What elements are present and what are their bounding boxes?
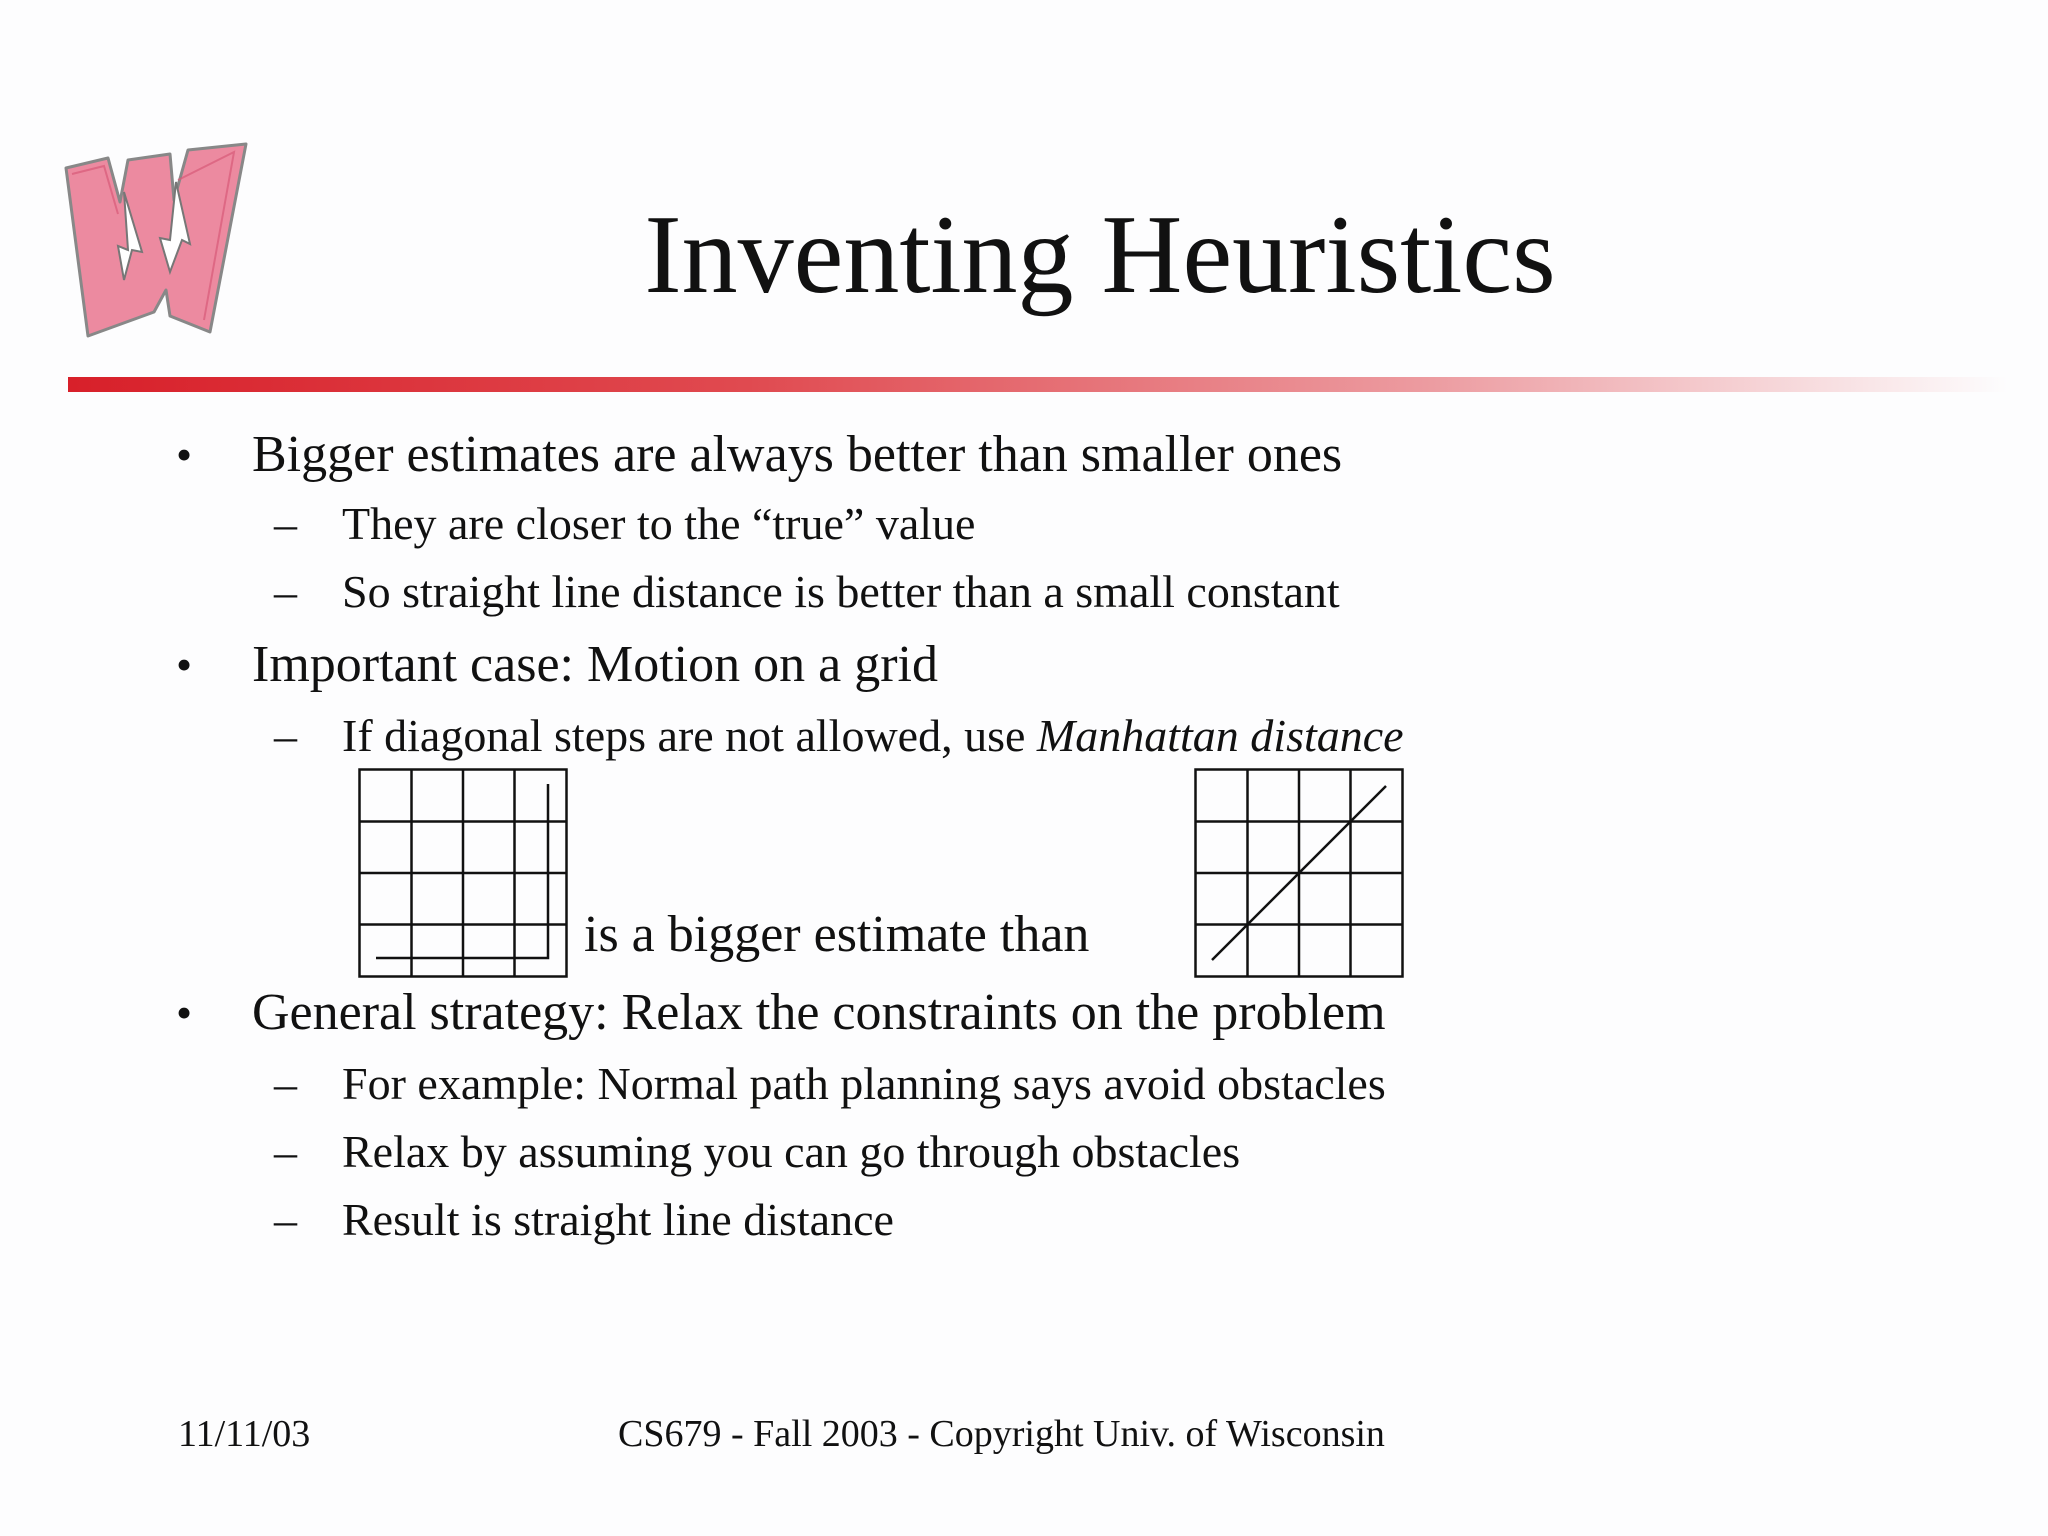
sub-bullet-mark: – — [274, 566, 297, 617]
sub-bullet-mark: – — [274, 1126, 297, 1177]
bullet-text: General strategy: Relax the constraints on the problem — [252, 984, 1386, 1041]
sub-bullet-text: They are closer to the “true” value — [342, 498, 976, 549]
sub-bullet-text: So straight line distance is better than a small constant — [342, 566, 1340, 617]
sub-bullet-mark: – — [274, 498, 297, 549]
sub-bullet-text: For example: Normal path planning says avoid obstacles — [342, 1058, 1386, 1109]
sub-bullet-text: Result is straight line distance — [342, 1194, 894, 1245]
emphasis-term: Manhattan distance — [1036, 710, 1404, 761]
footer-date: 11/11/03 — [178, 1413, 311, 1455]
sub-bullet-mark: – — [274, 1194, 297, 1245]
manhattan-path-grid-icon — [358, 768, 568, 978]
bullet-mark: • — [176, 987, 193, 1038]
sub-bullet-mark: – — [274, 710, 297, 761]
footer-course: CS679 - Fall 2003 - Copyright Univ. of Wisconsin — [618, 1413, 1385, 1455]
bullet-mark: • — [176, 429, 193, 480]
slide-title: Inventing Heuristics — [644, 193, 1556, 317]
sub-bullet-item — [274, 1124, 1241, 1180]
bullet-text: Important case: Motion on a grid — [252, 636, 938, 693]
bullet-text: Bigger estimates are always better than smaller ones — [252, 426, 1343, 483]
bullet-item — [176, 424, 1343, 486]
sub-bullet-text: If diagonal steps are not allowed, use — [342, 710, 1037, 761]
sub-bullet-item — [274, 496, 976, 552]
title-divider — [68, 377, 2008, 392]
wisconsin-w-logo-icon — [58, 140, 268, 350]
sub-bullet-item — [274, 1056, 1386, 1112]
diagonal-path-grid-icon — [1194, 768, 1404, 978]
sub-bullet-item — [274, 708, 1404, 764]
sub-bullet-item — [274, 1192, 894, 1248]
sub-bullet-mark: – — [274, 1058, 297, 1109]
bullet-item — [176, 982, 1386, 1044]
bullet-item — [176, 634, 938, 696]
comparison-text: is a bigger estimate than — [584, 906, 1090, 963]
bullet-mark: • — [176, 639, 193, 690]
sub-bullet-text: Relax by assuming you can go through obstacles — [342, 1126, 1241, 1177]
sub-bullet-item — [274, 564, 1340, 620]
